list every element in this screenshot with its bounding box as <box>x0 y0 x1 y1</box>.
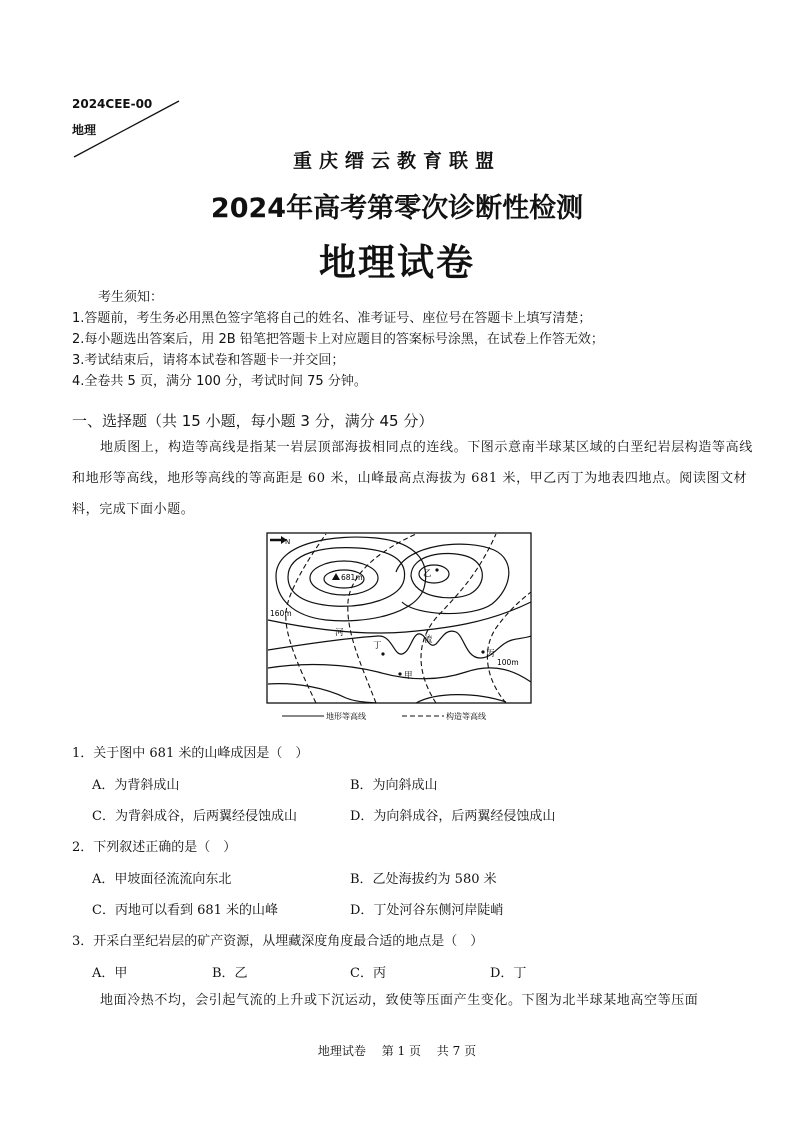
point-ding-label: 丁 <box>373 641 382 651</box>
page-footer: 地理试卷 第 1 页 共 7 页 <box>317 1044 477 1058</box>
notice-item: 4.全卷共 5 页，满分 100 分，考试时间 75 分钟。 <box>72 374 367 389</box>
q3-option-d: D．丁 <box>490 966 527 981</box>
notice-item: 3.考试结束后，请将本试卷和答题卡一并交回； <box>72 353 345 368</box>
q1-option-a: A．为背斜成山 <box>92 778 180 793</box>
legend-structure-label: 构造等高线 <box>446 712 486 721</box>
paper-title: 地理试卷 <box>319 241 475 284</box>
question-1-stem: 1．关于图中 681 米的山峰成因是（ ） <box>72 746 309 761</box>
contour-100-label: 100m <box>497 658 519 667</box>
notice-item: 2.每小题选出答案后，用 2B 铅笔把答题卡上对应题目的答案标号涂黑，在试卷上作答无效； <box>72 332 604 347</box>
peak-label: 681m <box>341 573 363 582</box>
q1-option-b: B．为向斜成山 <box>350 778 438 793</box>
q3-option-a: A．甲 <box>92 966 128 981</box>
reading-passage-2: 地面冷热不均，会引起气流的上升或下沉运动，致使等压面产生变化。下图为北半球某地高空等压面 <box>100 993 699 1008</box>
q1-option-c: C．为背斜成谷，后两翼经侵蚀成山 <box>92 809 297 824</box>
point-jia-label: 甲 <box>404 671 413 681</box>
notice-block <box>72 287 752 392</box>
notice-heading: 考生须知： <box>98 290 164 305</box>
river-label-liu: 流 <box>424 635 433 645</box>
point-yi-label: 乙 <box>423 569 432 579</box>
question-3-stem: 3．开采白垩纪岩层的矿产资源，从埋藏深度角度最合适的地点是（ ） <box>72 934 484 949</box>
contour-160-label: 160m <box>270 609 292 618</box>
contour-map <box>266 532 538 724</box>
q2-option-c: C．丙地可以看到 681 米的山峰 <box>92 903 279 918</box>
organization-title: 重庆缙云教育联盟 <box>292 150 501 172</box>
reading-passage-1: 地质图上，构造等高线是指某一岩层顶部海拔相同点的连线。下图示意南半球某区域的白垩纪岩层构造等高线和地形等高线，地形等高线的等高距是 60 米，山峰最高点海拔为 681 米，甲乙丙丁为地表四地点。阅读图文材料，完成下面小题。 <box>72 440 753 517</box>
point-bing-label: 丙 <box>486 649 495 659</box>
section-title: 一、选择题（共 15 小题，每小题 3 分，满分 45 分） <box>72 412 434 430</box>
q1-option-d: D．为向斜成谷，后两翼经侵蚀成山 <box>350 809 556 824</box>
notice-item: 1.答题前，考生务必用黑色签字笔将自己的姓名、准考证号、座位号在答题卡上填写清楚； <box>72 311 592 326</box>
q3-option-c: C．丙 <box>350 966 386 981</box>
q2-option-d: D．丁处河谷东侧河岸陡峭 <box>350 903 504 918</box>
exam-title: 2024年高考第零次诊断性检测 <box>210 193 584 224</box>
river-label-he: 河 <box>335 628 344 638</box>
point-yi-dot <box>435 568 438 571</box>
legend-terrain-label: 地形等高线 <box>326 712 366 721</box>
north-label: N <box>285 538 291 546</box>
question-2-stem: 2．下列叙述正确的是（ ） <box>72 840 237 855</box>
corner-diagonal-line <box>0 0 200 170</box>
point-jia-dot <box>398 672 401 675</box>
point-bing-dot <box>481 650 484 653</box>
q2-option-b: B．乙处海拔约为 580 米 <box>350 872 497 887</box>
q2-option-a: A．甲坡面径流流向东北 <box>92 872 232 887</box>
exam-code: 2024CEE-00 <box>72 97 153 111</box>
subject-label: 地理 <box>72 123 97 137</box>
point-ding-dot <box>381 652 384 655</box>
q3-option-b: B．乙 <box>212 966 248 981</box>
